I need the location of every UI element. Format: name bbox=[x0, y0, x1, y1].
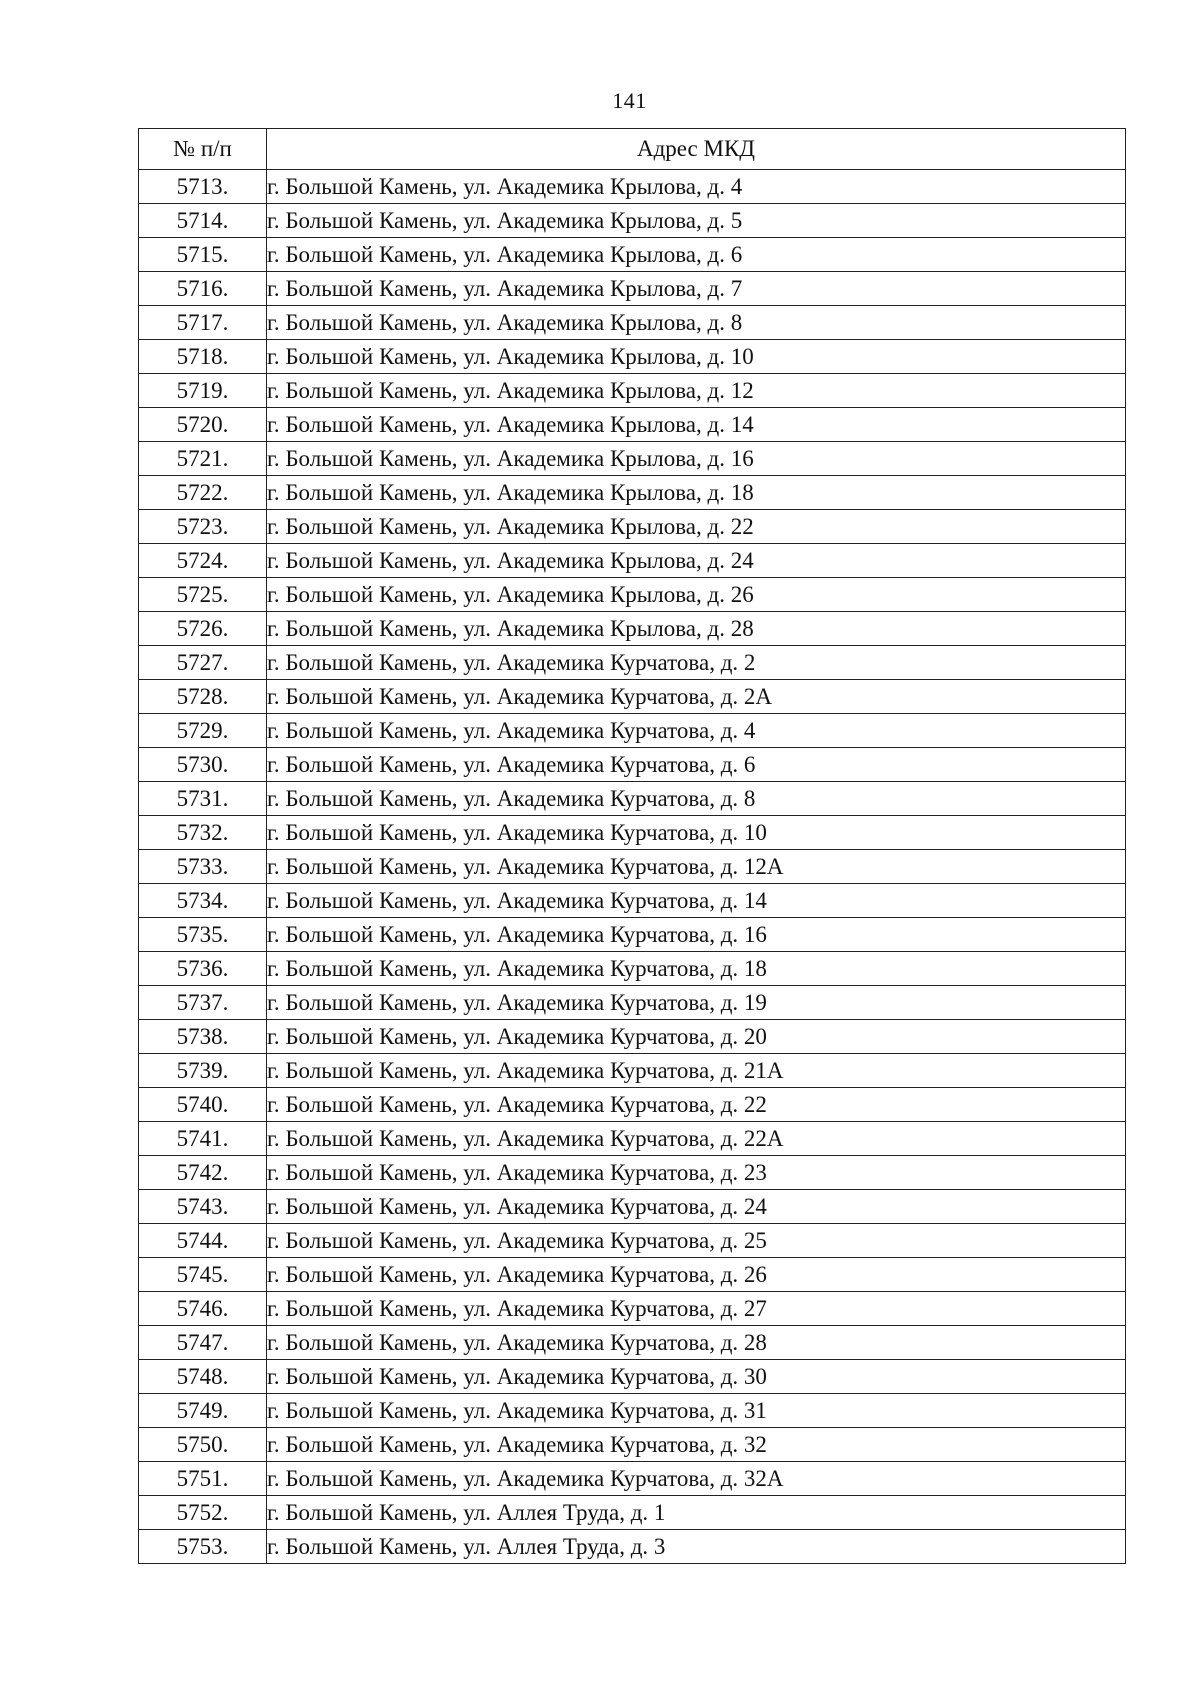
table-row bbox=[139, 850, 1126, 884]
row-number-cell: 5740. bbox=[139, 1088, 267, 1122]
address-cell: г. Большой Камень, ул. Академика Курчатова, д. 12А bbox=[267, 850, 1126, 884]
address-cell: г. Большой Камень, ул. Академика Курчатова, д. 21А bbox=[267, 1054, 1126, 1088]
address-cell: г. Большой Камень, ул. Академика Курчатова, д. 27 bbox=[267, 1292, 1126, 1326]
address-cell: г. Большой Камень, ул. Академика Курчатова, д. 2А bbox=[267, 680, 1126, 714]
address-cell: г. Большой Камень, ул. Академика Курчатова, д. 4 bbox=[267, 714, 1126, 748]
table-row bbox=[139, 714, 1126, 748]
table-row bbox=[139, 442, 1126, 476]
row-number-cell: 5747. bbox=[139, 1326, 267, 1360]
address-cell: г. Большой Камень, ул. Академика Курчатова, д. 16 bbox=[267, 918, 1126, 952]
address-cell: г. Большой Камень, ул. Академика Курчатова, д. 19 bbox=[267, 986, 1126, 1020]
row-number-cell: 5748. bbox=[139, 1360, 267, 1394]
address-cell: г. Большой Камень, ул. Академика Крылова, д. 6 bbox=[267, 238, 1126, 272]
row-number-cell: 5731. bbox=[139, 782, 267, 816]
address-cell: г. Большой Камень, ул. Академика Курчатова, д. 10 bbox=[267, 816, 1126, 850]
row-number-cell: 5742. bbox=[139, 1156, 267, 1190]
row-number-cell: 5737. bbox=[139, 986, 267, 1020]
table-row bbox=[139, 1020, 1126, 1054]
row-number-cell: 5720. bbox=[139, 408, 267, 442]
table-row bbox=[139, 646, 1126, 680]
row-number-cell: 5729. bbox=[139, 714, 267, 748]
column-header-number: № п/п bbox=[139, 129, 267, 170]
address-cell: г. Большой Камень, ул. Академика Крылова, д. 24 bbox=[267, 544, 1126, 578]
address-cell: г. Большой Камень, ул. Академика Крылова, д. 7 bbox=[267, 272, 1126, 306]
row-number-cell: 5736. bbox=[139, 952, 267, 986]
table-row bbox=[139, 1360, 1126, 1394]
table-row bbox=[139, 1292, 1126, 1326]
row-number-cell: 5738. bbox=[139, 1020, 267, 1054]
table-row bbox=[139, 170, 1126, 204]
row-number-cell: 5735. bbox=[139, 918, 267, 952]
row-number-cell: 5719. bbox=[139, 374, 267, 408]
row-number-cell: 5746. bbox=[139, 1292, 267, 1326]
table-row bbox=[139, 1156, 1126, 1190]
column-header-address: Адрес МКД bbox=[267, 129, 1126, 170]
address-cell: г. Большой Камень, ул. Академика Крылова, д. 18 bbox=[267, 476, 1126, 510]
table-row bbox=[139, 204, 1126, 238]
row-number-cell: 5733. bbox=[139, 850, 267, 884]
table-row bbox=[139, 782, 1126, 816]
row-number-cell: 5728. bbox=[139, 680, 267, 714]
table-row bbox=[139, 238, 1126, 272]
table-row bbox=[139, 1054, 1126, 1088]
table-row bbox=[139, 680, 1126, 714]
table-row bbox=[139, 1088, 1126, 1122]
row-number-cell: 5714. bbox=[139, 204, 267, 238]
address-cell: г. Большой Камень, ул. Академика Курчатова, д. 8 bbox=[267, 782, 1126, 816]
row-number-cell: 5717. bbox=[139, 306, 267, 340]
table-row bbox=[139, 918, 1126, 952]
address-cell: г. Большой Камень, ул. Академика Курчатова, д. 23 bbox=[267, 1156, 1126, 1190]
table-row bbox=[139, 884, 1126, 918]
table-row bbox=[139, 544, 1126, 578]
address-cell: г. Большой Камень, ул. Академика Крылова, д. 4 bbox=[267, 170, 1126, 204]
row-number-cell: 5745. bbox=[139, 1258, 267, 1292]
row-number-cell: 5726. bbox=[139, 612, 267, 646]
table-row bbox=[139, 1190, 1126, 1224]
address-cell: г. Большой Камень, ул. Академика Крылова, д. 8 bbox=[267, 306, 1126, 340]
table-row bbox=[139, 510, 1126, 544]
address-cell: г. Большой Камень, ул. Академика Крылова, д. 10 bbox=[267, 340, 1126, 374]
page-number: 141 bbox=[612, 88, 647, 113]
address-cell: г. Большой Камень, ул. Академика Курчатова, д. 30 bbox=[267, 1360, 1126, 1394]
address-cell: г. Большой Камень, ул. Академика Курчатова, д. 2 bbox=[267, 646, 1126, 680]
row-number-cell: 5739. bbox=[139, 1054, 267, 1088]
table-row bbox=[139, 1258, 1126, 1292]
row-number-cell: 5749. bbox=[139, 1394, 267, 1428]
row-number-cell: 5744. bbox=[139, 1224, 267, 1258]
table-row bbox=[139, 1530, 1126, 1564]
address-cell: г. Большой Камень, ул. Академика Крылова, д. 16 bbox=[267, 442, 1126, 476]
row-number-cell: 5730. bbox=[139, 748, 267, 782]
address-cell: г. Большой Камень, ул. Академика Крылова, д. 28 bbox=[267, 612, 1126, 646]
table-header-row bbox=[139, 129, 1126, 170]
row-number-cell: 5753. bbox=[139, 1530, 267, 1564]
address-cell: г. Большой Камень, ул. Аллея Труда, д. 3 bbox=[267, 1530, 1126, 1564]
row-number-cell: 5741. bbox=[139, 1122, 267, 1156]
address-cell: г. Большой Камень, ул. Академика Курчатова, д. 6 bbox=[267, 748, 1126, 782]
table-row bbox=[139, 578, 1126, 612]
table-row bbox=[139, 612, 1126, 646]
row-number-cell: 5727. bbox=[139, 646, 267, 680]
address-cell: г. Большой Камень, ул. Академика Крылова, д. 26 bbox=[267, 578, 1126, 612]
row-number-cell: 5713. bbox=[139, 170, 267, 204]
address-cell: г. Большой Камень, ул. Академика Курчатова, д. 14 bbox=[267, 884, 1126, 918]
row-number-cell: 5732. bbox=[139, 816, 267, 850]
table-row bbox=[139, 340, 1126, 374]
address-cell: г. Большой Камень, ул. Академика Курчатова, д. 32 bbox=[267, 1428, 1126, 1462]
address-cell: г. Большой Камень, ул. Аллея Труда, д. 1 bbox=[267, 1496, 1126, 1530]
table-row bbox=[139, 1394, 1126, 1428]
table-row bbox=[139, 408, 1126, 442]
address-cell: г. Большой Камень, ул. Академика Курчатова, д. 20 bbox=[267, 1020, 1126, 1054]
table-row bbox=[139, 1326, 1126, 1360]
address-cell: г. Большой Камень, ул. Академика Курчатова, д. 24 bbox=[267, 1190, 1126, 1224]
address-cell: г. Большой Камень, ул. Академика Курчатова, д. 25 bbox=[267, 1224, 1126, 1258]
address-cell: г. Большой Камень, ул. Академика Крылова, д. 22 bbox=[267, 510, 1126, 544]
address-cell: г. Большой Камень, ул. Академика Курчатова, д. 26 bbox=[267, 1258, 1126, 1292]
row-number-cell: 5724. bbox=[139, 544, 267, 578]
row-number-cell: 5721. bbox=[139, 442, 267, 476]
table-row bbox=[139, 1462, 1126, 1496]
row-number-cell: 5750. bbox=[139, 1428, 267, 1462]
row-number-cell: 5752. bbox=[139, 1496, 267, 1530]
table-row bbox=[139, 306, 1126, 340]
row-number-cell: 5716. bbox=[139, 272, 267, 306]
address-cell: г. Большой Камень, ул. Академика Курчатова, д. 18 bbox=[267, 952, 1126, 986]
table-row bbox=[139, 986, 1126, 1020]
address-cell: г. Большой Камень, ул. Академика Курчатова, д. 31 bbox=[267, 1394, 1126, 1428]
address-cell: г. Большой Камень, ул. Академика Курчатова, д. 28 bbox=[267, 1326, 1126, 1360]
row-number-cell: 5751. bbox=[139, 1462, 267, 1496]
table-row bbox=[139, 374, 1126, 408]
table-row bbox=[139, 272, 1126, 306]
address-cell: г. Большой Камень, ул. Академика Курчатова, д. 32А bbox=[267, 1462, 1126, 1496]
row-number-cell: 5718. bbox=[139, 340, 267, 374]
row-number-cell: 5722. bbox=[139, 476, 267, 510]
table-row bbox=[139, 1496, 1126, 1530]
table-row bbox=[139, 1428, 1126, 1462]
table-row bbox=[139, 748, 1126, 782]
row-number-cell: 5723. bbox=[139, 510, 267, 544]
table-row bbox=[139, 476, 1126, 510]
address-cell: г. Большой Камень, ул. Академика Крылова, д. 12 bbox=[267, 374, 1126, 408]
address-cell: г. Большой Камень, ул. Академика Крылова, д. 14 bbox=[267, 408, 1126, 442]
row-number-cell: 5743. bbox=[139, 1190, 267, 1224]
row-number-cell: 5725. bbox=[139, 578, 267, 612]
table-row bbox=[139, 816, 1126, 850]
address-cell: г. Большой Камень, ул. Академика Курчатова, д. 22А bbox=[267, 1122, 1126, 1156]
row-number-cell: 5734. bbox=[139, 884, 267, 918]
table-body bbox=[139, 170, 1126, 1564]
table-row bbox=[139, 1224, 1126, 1258]
address-table bbox=[138, 128, 1126, 1564]
address-cell: г. Большой Камень, ул. Академика Курчатова, д. 22 bbox=[267, 1088, 1126, 1122]
address-cell: г. Большой Камень, ул. Академика Крылова, д. 5 bbox=[267, 204, 1126, 238]
row-number-cell: 5715. bbox=[139, 238, 267, 272]
table-row bbox=[139, 952, 1126, 986]
table-row bbox=[139, 1122, 1126, 1156]
